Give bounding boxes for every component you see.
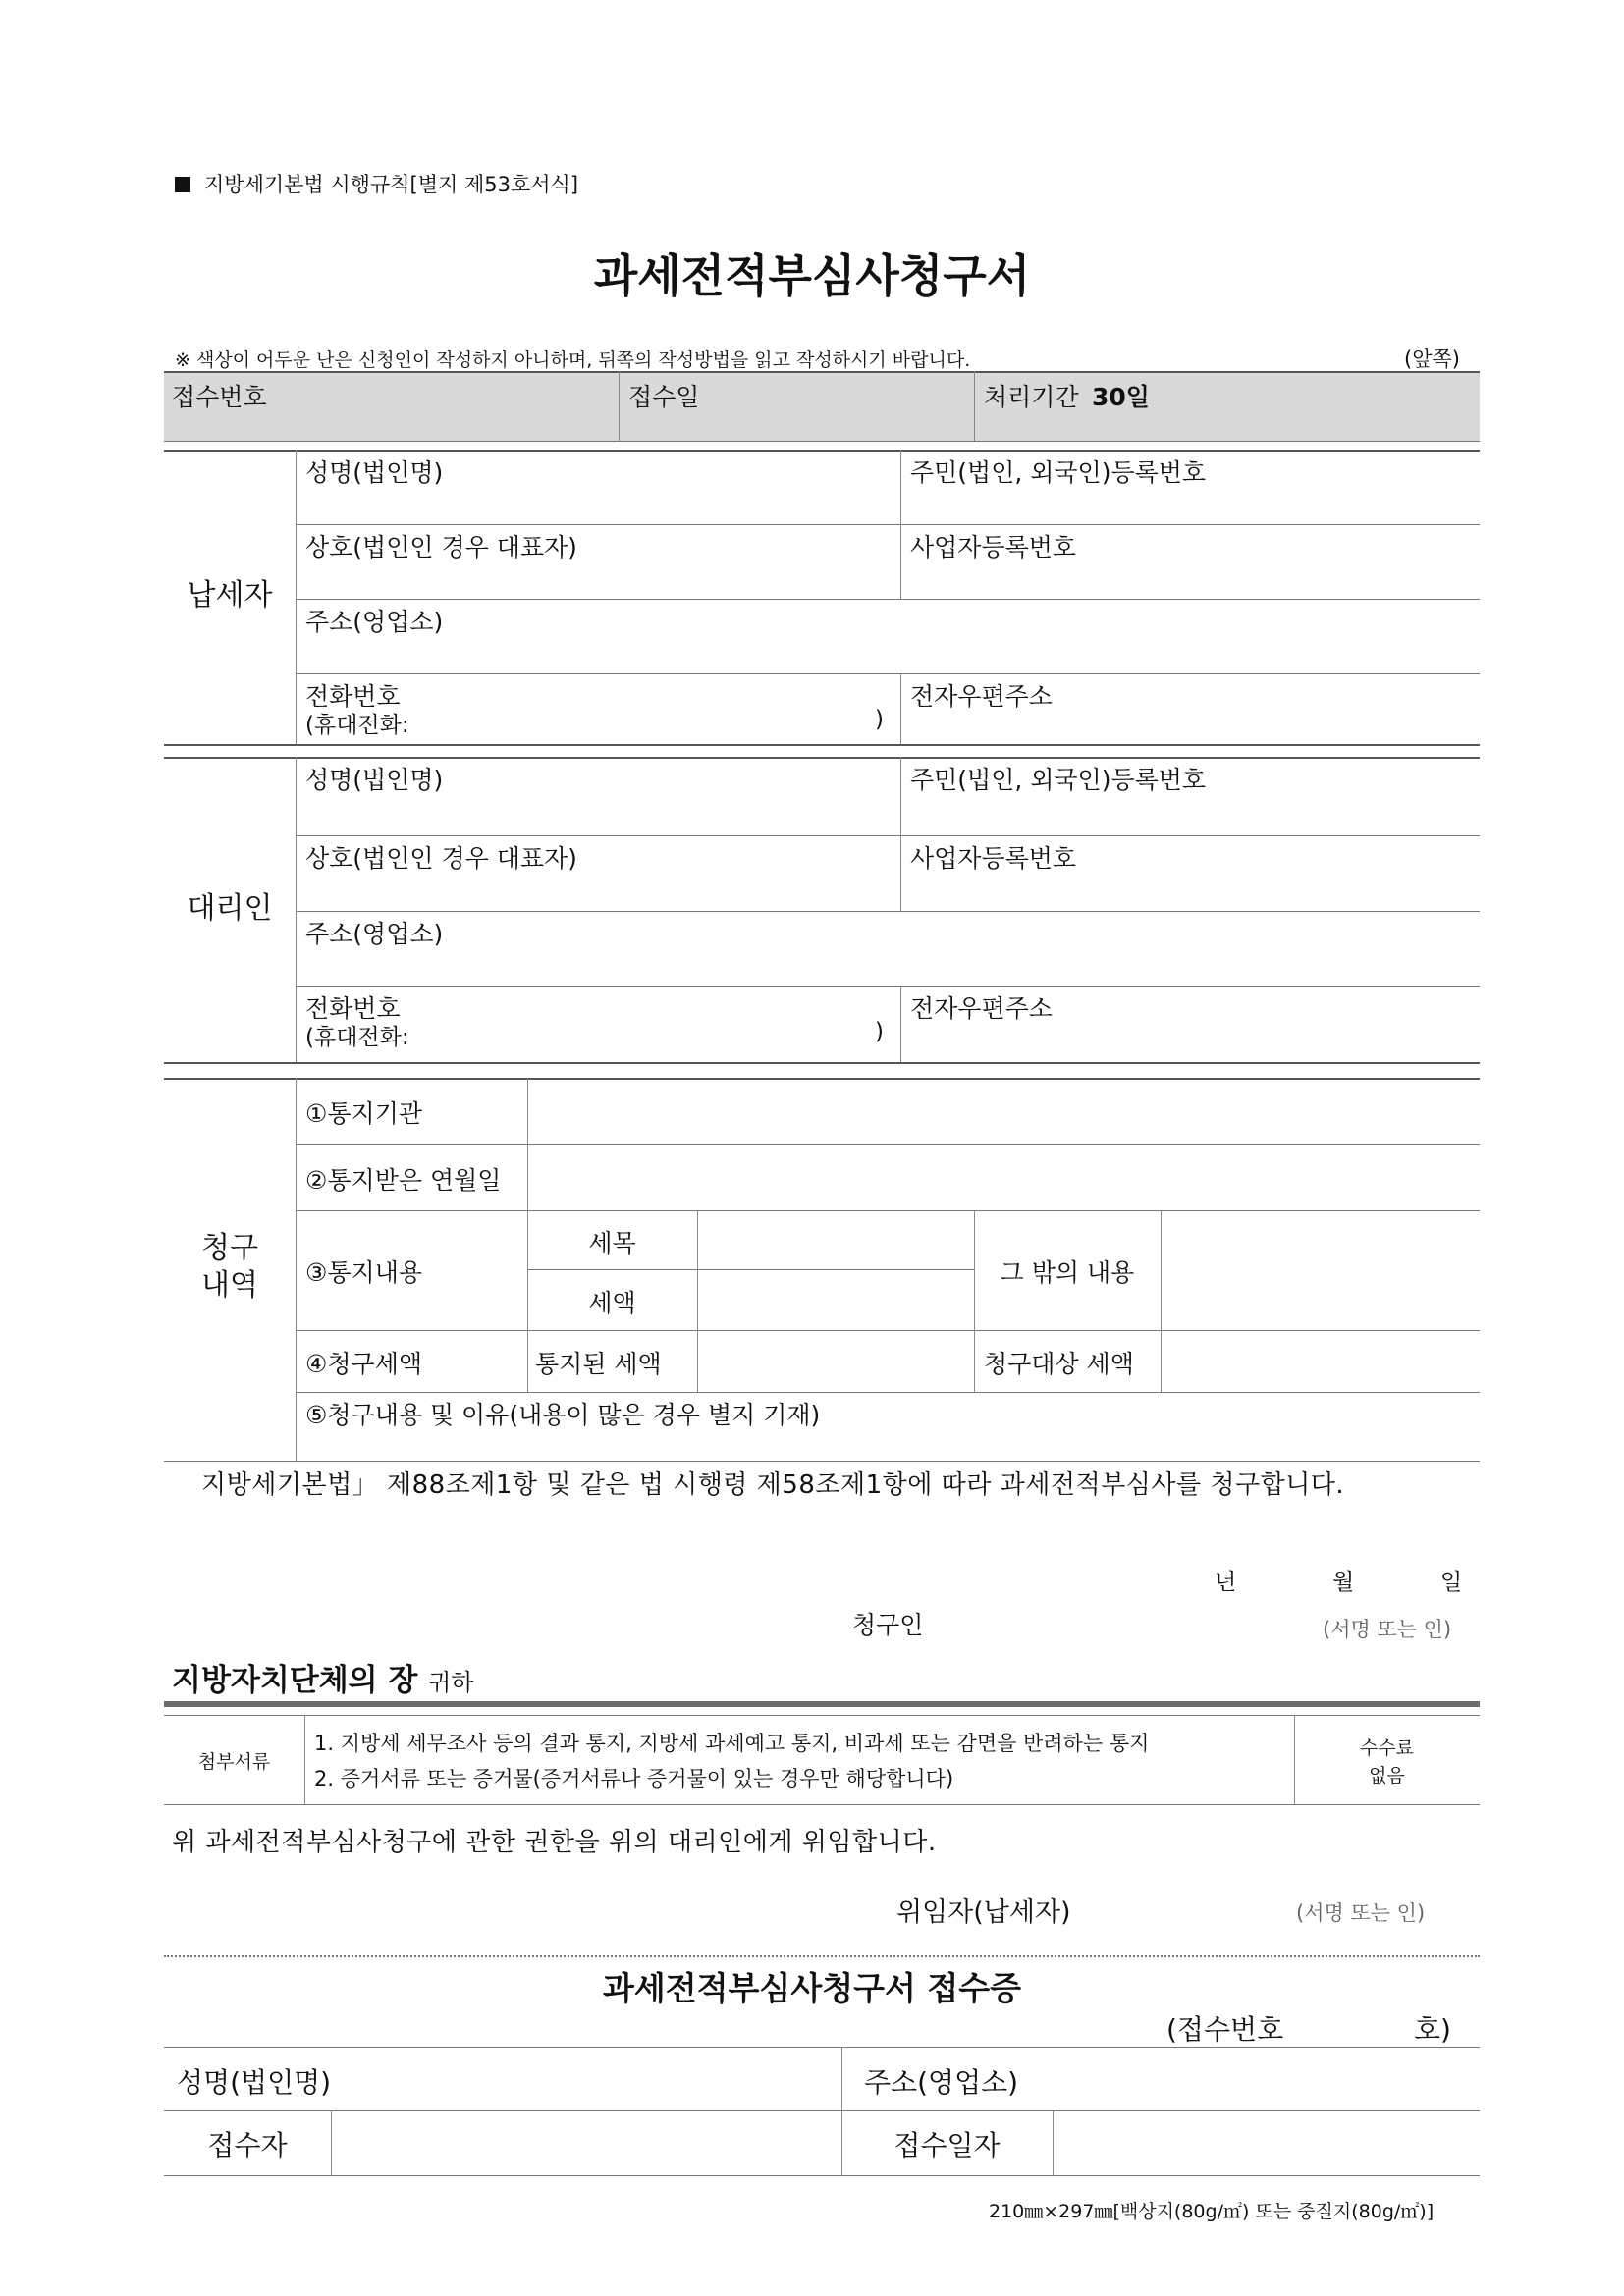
taxpayer-phone-label: 전화번호 [305, 682, 401, 711]
receipt-slip-date-label: 접수일자 [893, 2129, 1001, 2162]
rule [1053, 2110, 1054, 2175]
rule [296, 524, 1480, 525]
rule [164, 371, 1480, 373]
rule [296, 986, 1480, 987]
receipt-header-shade [164, 371, 1480, 441]
taxpayer-mobile-close: ) [875, 707, 884, 732]
rule [1161, 1210, 1162, 1392]
cut-line [164, 1955, 1480, 1957]
rule [164, 2047, 1480, 2048]
claim-section-label [164, 1230, 296, 1305]
agent-phone-label: 전화번호 [305, 994, 401, 1023]
delegation-statement: 위 과세전적부심사청구에 관한 권한을 위의 대리인에게 위임합니다. [172, 1828, 937, 1857]
agent-name-label: 성명(법인명) [305, 766, 444, 794]
form-reference-text: 지방세기본법 시행규칙[별지 제53호서식] [204, 173, 579, 196]
other-content-label: 그 밖의 내용 [1000, 1258, 1135, 1287]
fee-label: 수수료 [1359, 1737, 1415, 1759]
rule [296, 1330, 1480, 1331]
claimant-label: 청구인 [852, 1611, 924, 1639]
rule [900, 450, 901, 599]
date-day-label: 일 [1440, 1570, 1463, 1595]
taxpayer-reg-no-label: 주민(법인, 외국인)등록번호 [910, 458, 1207, 487]
rule [304, 1715, 305, 1804]
delegator-label: 위임자(납세자) [896, 1897, 1071, 1928]
rule [296, 673, 1480, 674]
page-title: 과세전적부심사청구서 [593, 249, 1031, 302]
receipt-slip-address-label: 주소(영업소) [864, 2066, 1019, 2099]
rule [164, 1461, 1480, 1462]
rule [900, 673, 901, 744]
rule [164, 2110, 1480, 2111]
notice-date-label: ②통지받은 연월일 [305, 1166, 502, 1195]
rule [296, 1392, 1480, 1393]
notice-content-label: ③통지내용 [305, 1258, 423, 1287]
claim-reason-label: ⑤청구내용 및 이유(내용이 많은 경우 별지 기재) [305, 1401, 821, 1429]
rule [331, 2110, 332, 2175]
receipt-slip-number-close: 호) [1414, 2013, 1451, 2046]
taxpayer-section-label: 납세자 [187, 578, 273, 613]
receipt-date-label: 접수일 [628, 383, 700, 411]
taxpayer-name-label: 성명(법인명) [305, 458, 444, 487]
form-reference [175, 169, 578, 198]
rule [164, 441, 1480, 442]
rule [296, 835, 1480, 836]
rule [296, 757, 297, 1062]
taxpayer-trade-name-label: 상호(법인인 경우 대표자) [305, 533, 577, 561]
claim-amount-label: ④청구세액 [305, 1350, 423, 1378]
agent-reg-no-label: 주민(법인, 외국인)등록번호 [910, 766, 1207, 794]
receipt-slip-name-label: 성명(법인명) [177, 2066, 332, 2099]
addressee-suffix: 귀하 [428, 1669, 474, 1696]
taxpayer-biz-no-label: 사업자등록번호 [910, 533, 1077, 561]
rule [164, 2175, 1480, 2176]
addressee [172, 1655, 474, 1699]
rule [900, 757, 901, 911]
rule [296, 911, 1480, 912]
taxpayer-address-label: 주소(영업소) [305, 608, 444, 636]
legal-statement: 지방세기본법」 제88조제1항 및 같은 법 시행령 제58조제1항에 따라 과세전적부심사를 청구합니다. [201, 1470, 1345, 1500]
rule [296, 1144, 1480, 1145]
agent-mobile-close: ) [875, 1019, 884, 1044]
claim-section-label-line2: 내역 [201, 1268, 258, 1303]
rule [296, 1078, 297, 1461]
receipt-slip-title: 과세전적부심사청구서 접수증 [603, 1969, 1021, 2007]
rule [164, 450, 1480, 452]
claimant-sign-label: (서명 또는 인) [1323, 1618, 1452, 1641]
processing-period-value: 30일 [1092, 383, 1150, 411]
square-bullet-icon [175, 177, 190, 192]
rule [619, 371, 620, 441]
rule [296, 1210, 1480, 1211]
agent-section-label: 대리인 [187, 891, 273, 926]
rule [164, 757, 1480, 759]
rule [164, 1078, 1480, 1080]
addressee-name: 지방자치단체의 장 [172, 1663, 418, 1698]
notified-amount-label: 통지된 세액 [535, 1350, 662, 1378]
instruction-note: ※ 색상이 어두운 난은 신청인이 작성하지 아니하며, 뒤쪽의 작성방법을 읽고 작성하시기 바랍니다. [175, 349, 971, 371]
rule [974, 1210, 975, 1392]
thick-divider [164, 1701, 1480, 1707]
agent-address-label: 주소(영업소) [305, 920, 444, 948]
rule [164, 1715, 1480, 1716]
paper-spec: 210㎜×297㎜[백상지(80g/㎡) 또는 중질지(80g/㎡)] [989, 2201, 1435, 2222]
delegator-sign-label: (서명 또는 인) [1296, 1901, 1426, 1925]
notice-agency-label: ①통지기관 [305, 1099, 423, 1128]
taxpayer-mobile-label: (휴대전화: [305, 713, 409, 738]
target-amount-label: 청구대상 세액 [984, 1350, 1134, 1378]
taxpayer-email-label: 전자우편주소 [910, 682, 1053, 711]
receipt-slip-receiver-label: 접수자 [207, 2129, 288, 2162]
date-year-label: 년 [1215, 1570, 1237, 1595]
attachments-label: 첨부서류 [197, 1751, 271, 1773]
claim-section-label-line1: 청구 [201, 1231, 258, 1265]
fee-value: 없음 [1369, 1765, 1405, 1787]
tax-amount-label: 세액 [588, 1289, 636, 1317]
rule [527, 1269, 974, 1270]
rule [164, 1804, 1480, 1805]
rule [296, 450, 297, 744]
agent-email-label: 전자우편주소 [910, 994, 1053, 1023]
attachment-item-1: 1. 지방세 세무조사 등의 결과 통지, 지방세 과세예고 통지, 비과세 또는 감면을 반려하는 통지 [314, 1732, 1150, 1755]
rule [164, 744, 1480, 746]
receipt-number-label: 접수번호 [172, 383, 267, 411]
tax-item-label: 세목 [588, 1229, 636, 1257]
rule [697, 1210, 698, 1392]
processing-period-label: 처리기간 [984, 383, 1079, 411]
rule [296, 599, 1480, 600]
receipt-slip-number-open: (접수번호 [1166, 2013, 1284, 2046]
agent-trade-name-label: 상호(법인인 경우 대표자) [305, 844, 577, 873]
date-month-label: 월 [1332, 1570, 1355, 1595]
attachment-item-2: 2. 증거서류 또는 증거물(증거서류나 증거물이 있는 경우만 해당합니다) [314, 1767, 954, 1790]
rule [164, 1062, 1480, 1064]
agent-biz-no-label: 사업자등록번호 [910, 844, 1077, 873]
rule [974, 371, 975, 441]
rule [900, 986, 901, 1062]
page-side-label: (앞쪽) [1404, 347, 1460, 371]
agent-mobile-label: (휴대전화: [305, 1025, 409, 1050]
